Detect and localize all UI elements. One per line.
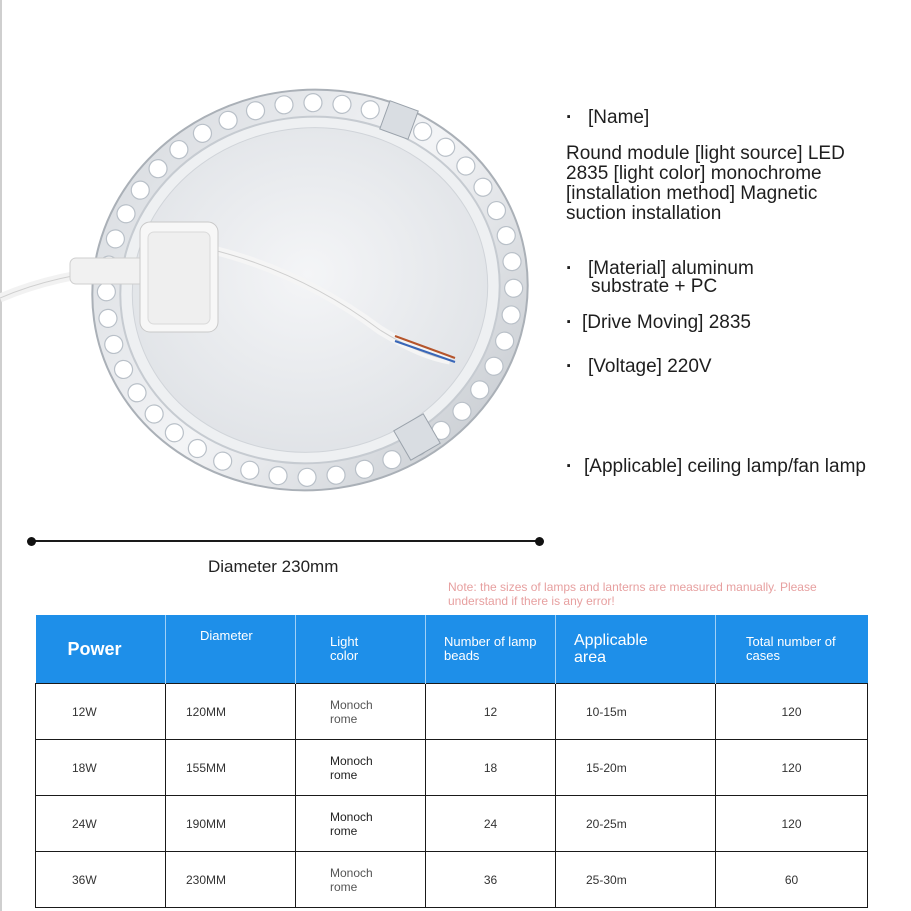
bullet-icon: · <box>566 258 573 279</box>
dimension-endpoint <box>27 537 36 546</box>
bullet-icon: · <box>566 356 573 377</box>
header-applicable-area: Applicable area <box>556 615 716 684</box>
led-ring-module-image <box>0 80 545 510</box>
cell-applicable-area: 10-15m <box>556 684 716 740</box>
header-total-cases: Total number of cases <box>716 615 868 684</box>
diameter-label: Diameter 230mm <box>208 557 339 576</box>
cell-power: 36W <box>36 852 166 908</box>
cell-applicable-area: 15-20m <box>556 740 716 796</box>
spec-applicable: · [Applicable] ceiling lamp/fan lamp <box>566 456 866 477</box>
cell-diameter: 230MM <box>166 852 296 908</box>
spec-name-line3: [installation method] Magnetic <box>566 183 818 204</box>
cell-light-color: Monochrome <box>296 852 426 908</box>
spec-material-line2: substrate + PC <box>591 276 718 297</box>
bullet-icon: · <box>566 456 573 477</box>
spec-voltage: · [Voltage] 220V <box>566 356 712 377</box>
cell-diameter: 155MM <box>166 740 296 796</box>
table-row <box>36 684 868 740</box>
dimension-endpoint <box>535 537 544 546</box>
measurement-note: Note: the sizes of lamps and lanterns are measured manually. Please understand if there is any error! <box>448 580 817 608</box>
cell-power: 24W <box>36 796 166 852</box>
cell-light-color: Monochrome <box>296 740 426 796</box>
spec-table <box>35 615 868 908</box>
table-row <box>36 796 868 852</box>
bullet-icon: · <box>566 107 573 128</box>
cell-light-color: Monochrome <box>296 796 426 852</box>
cell-total-cases: 60 <box>716 852 868 908</box>
cell-power: 18W <box>36 740 166 796</box>
table-header-row <box>36 615 868 684</box>
header-diameter: Diameter <box>166 615 296 684</box>
cell-applicable-area: 20-25m <box>556 796 716 852</box>
spec-name-line2: 2835 [light color] monochrome <box>566 163 822 184</box>
cell-lamp-beads: 24 <box>426 796 556 852</box>
cell-lamp-beads: 18 <box>426 740 556 796</box>
cell-total-cases: 120 <box>716 796 868 852</box>
cell-diameter: 120MM <box>166 684 296 740</box>
cell-total-cases: 120 <box>716 740 868 796</box>
spec-material: · [Material] aluminum <box>566 258 754 279</box>
spec-name-line1: Round module [light source] LED <box>566 143 845 164</box>
cell-light-color: Monochrome <box>296 684 426 740</box>
cell-power: 12W <box>36 684 166 740</box>
cell-total-cases: 120 <box>716 684 868 740</box>
spec-name-heading: · [Name] <box>566 107 650 128</box>
spec-name-line4: suction installation <box>566 203 722 224</box>
cell-diameter: 190MM <box>166 796 296 852</box>
cell-lamp-beads: 36 <box>426 852 556 908</box>
bullet-icon: · <box>566 312 573 333</box>
cell-applicable-area: 25-30m <box>556 852 716 908</box>
header-lamp-beads: Number of lamp beads <box>426 615 556 684</box>
diameter-dimension-line <box>31 540 540 542</box>
table-row <box>36 852 868 908</box>
cell-lamp-beads: 12 <box>426 684 556 740</box>
table-row <box>36 740 868 796</box>
header-power: Power <box>36 615 166 684</box>
spec-drive: · [Drive Moving] 2835 <box>566 312 751 333</box>
header-light-color: Light color <box>296 615 426 684</box>
